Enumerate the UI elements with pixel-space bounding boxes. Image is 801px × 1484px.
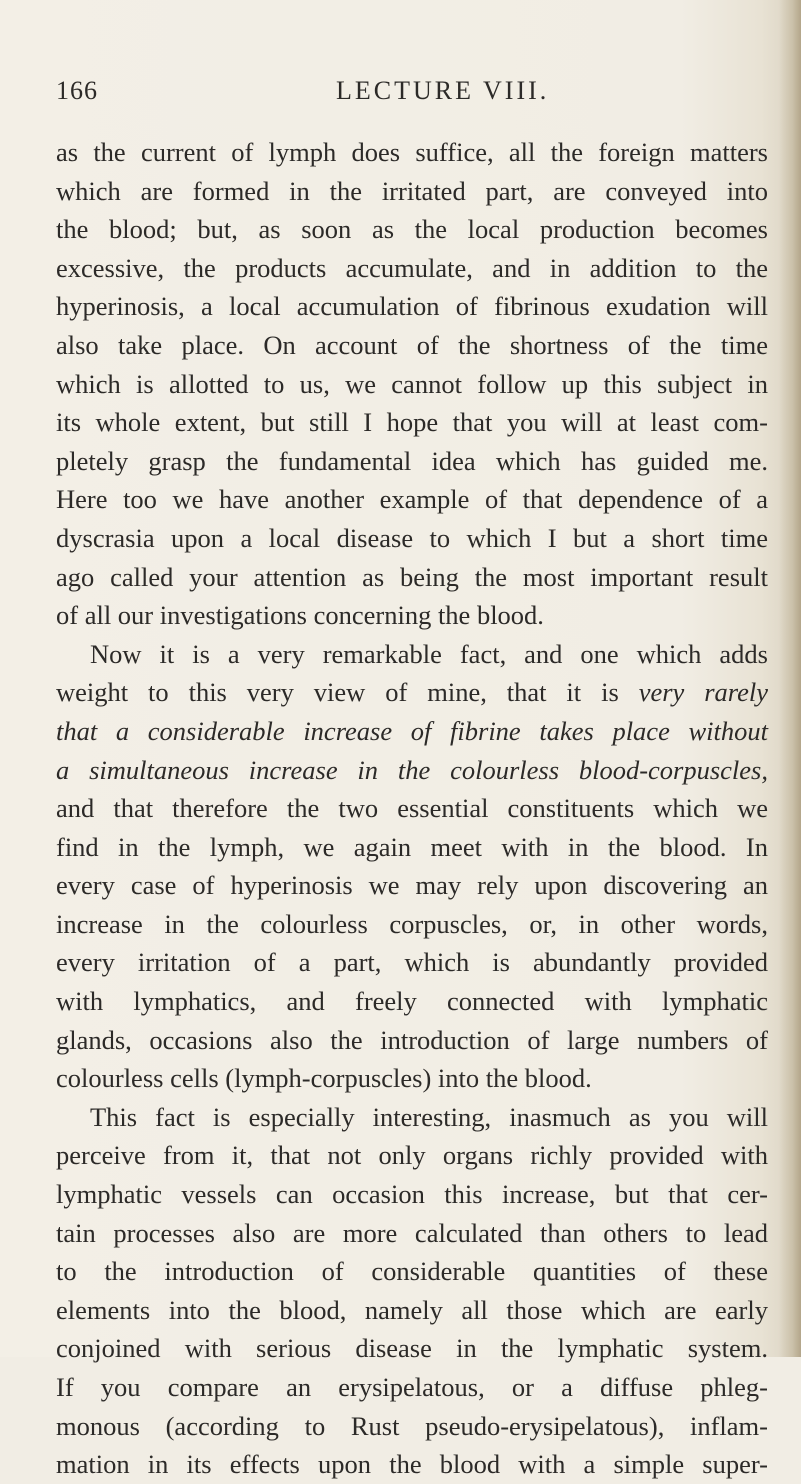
text-line: also take place. On account of the shortness of the time — [56, 329, 768, 360]
text-line — [56, 673, 768, 712]
text-line: of all our investigations concerning the blood. — [56, 600, 544, 631]
text-line: mation in its effects upon the blood with a simple super- — [56, 1449, 768, 1480]
text-line: which are formed in the irritated part, are conveyed into — [56, 175, 768, 206]
text-line: as the current of lymph does suffice, all the foreign matters — [56, 137, 768, 167]
running-head: LECTURE VIII. — [336, 76, 550, 105]
italic-text: very rarely — [638, 677, 768, 708]
text-line: conjoined with serious disease in the lymphatic system. — [56, 1333, 768, 1364]
text-line: increase in the colourless corpuscles, or, in other words, — [56, 908, 768, 939]
text-line: every case of hyperinosis we may rely upon discovering an — [56, 870, 768, 901]
text-line: every irritation of a part, which is abundantly provided — [56, 947, 768, 978]
text-line: glands, occasions also the introduction of large numbers of — [56, 1024, 768, 1055]
text-line: colourless cells (lymph-corpuscles) into the blood. — [56, 1063, 592, 1094]
text-line: excessive, the products accumulate, and in addition to the — [56, 252, 768, 283]
text-line: lymphatic vessels can occasion this increase, but that cer- — [56, 1179, 768, 1210]
text-line: dyscrasia upon a local disease to which I but a short time — [56, 522, 768, 553]
text-line: and that therefore the two essential constituents which we — [56, 793, 768, 824]
text-line: elements into the blood, namely all those which are early — [56, 1294, 768, 1325]
text-line: ago called your attention as being the most important result — [56, 561, 768, 592]
text-run: weight to this very view of mine, that it is — [56, 677, 639, 708]
text-line: Now it is a very remarkable fact, and one which adds — [90, 638, 768, 669]
page-edge-shadow — [779, 0, 801, 1357]
italic-line: that a considerable increase of fibrine takes place without — [56, 715, 768, 746]
text-line: find in the lymph, we again meet with in the blood. In — [56, 831, 768, 862]
text-line: with lymphatics, and freely connected with lymphatic — [56, 986, 768, 1017]
body-text — [56, 133, 768, 1484]
text-line: its whole extent, but still I hope that you will at least com- — [56, 407, 768, 438]
text-line: perceive from it, that not only organs richly provided with — [56, 1140, 768, 1171]
text-line: which is allotted to us, we cannot follow up this subject in — [56, 368, 768, 399]
text-line: to the introduction of considerable quantities of these — [56, 1256, 768, 1287]
italic-line: a simultaneous increase in the colourless blood-corpuscles, — [56, 754, 768, 785]
text-line: hyperinosis, a local accumulation of fibrinous exudation will — [56, 291, 768, 322]
text-line: tain processes also are more calculated than others to lead — [56, 1217, 768, 1248]
text-line: Here too we have another example of that dependence of a — [56, 484, 768, 515]
text-line: pletely grasp the fundamental idea which has guided me. — [56, 445, 768, 476]
text-line: monous (according to Rust pseudo-erysipelatous), inflam- — [56, 1410, 768, 1441]
text-line: If you compare an erysipelatous, or a diffuse phleg- — [56, 1372, 768, 1402]
page-header — [56, 76, 746, 112]
text-line: This fact is especially interesting, inasmuch as you will — [90, 1101, 768, 1132]
text-line: the blood; but, as soon as the local production becomes — [56, 214, 768, 245]
page-number: 166 — [56, 76, 98, 105]
